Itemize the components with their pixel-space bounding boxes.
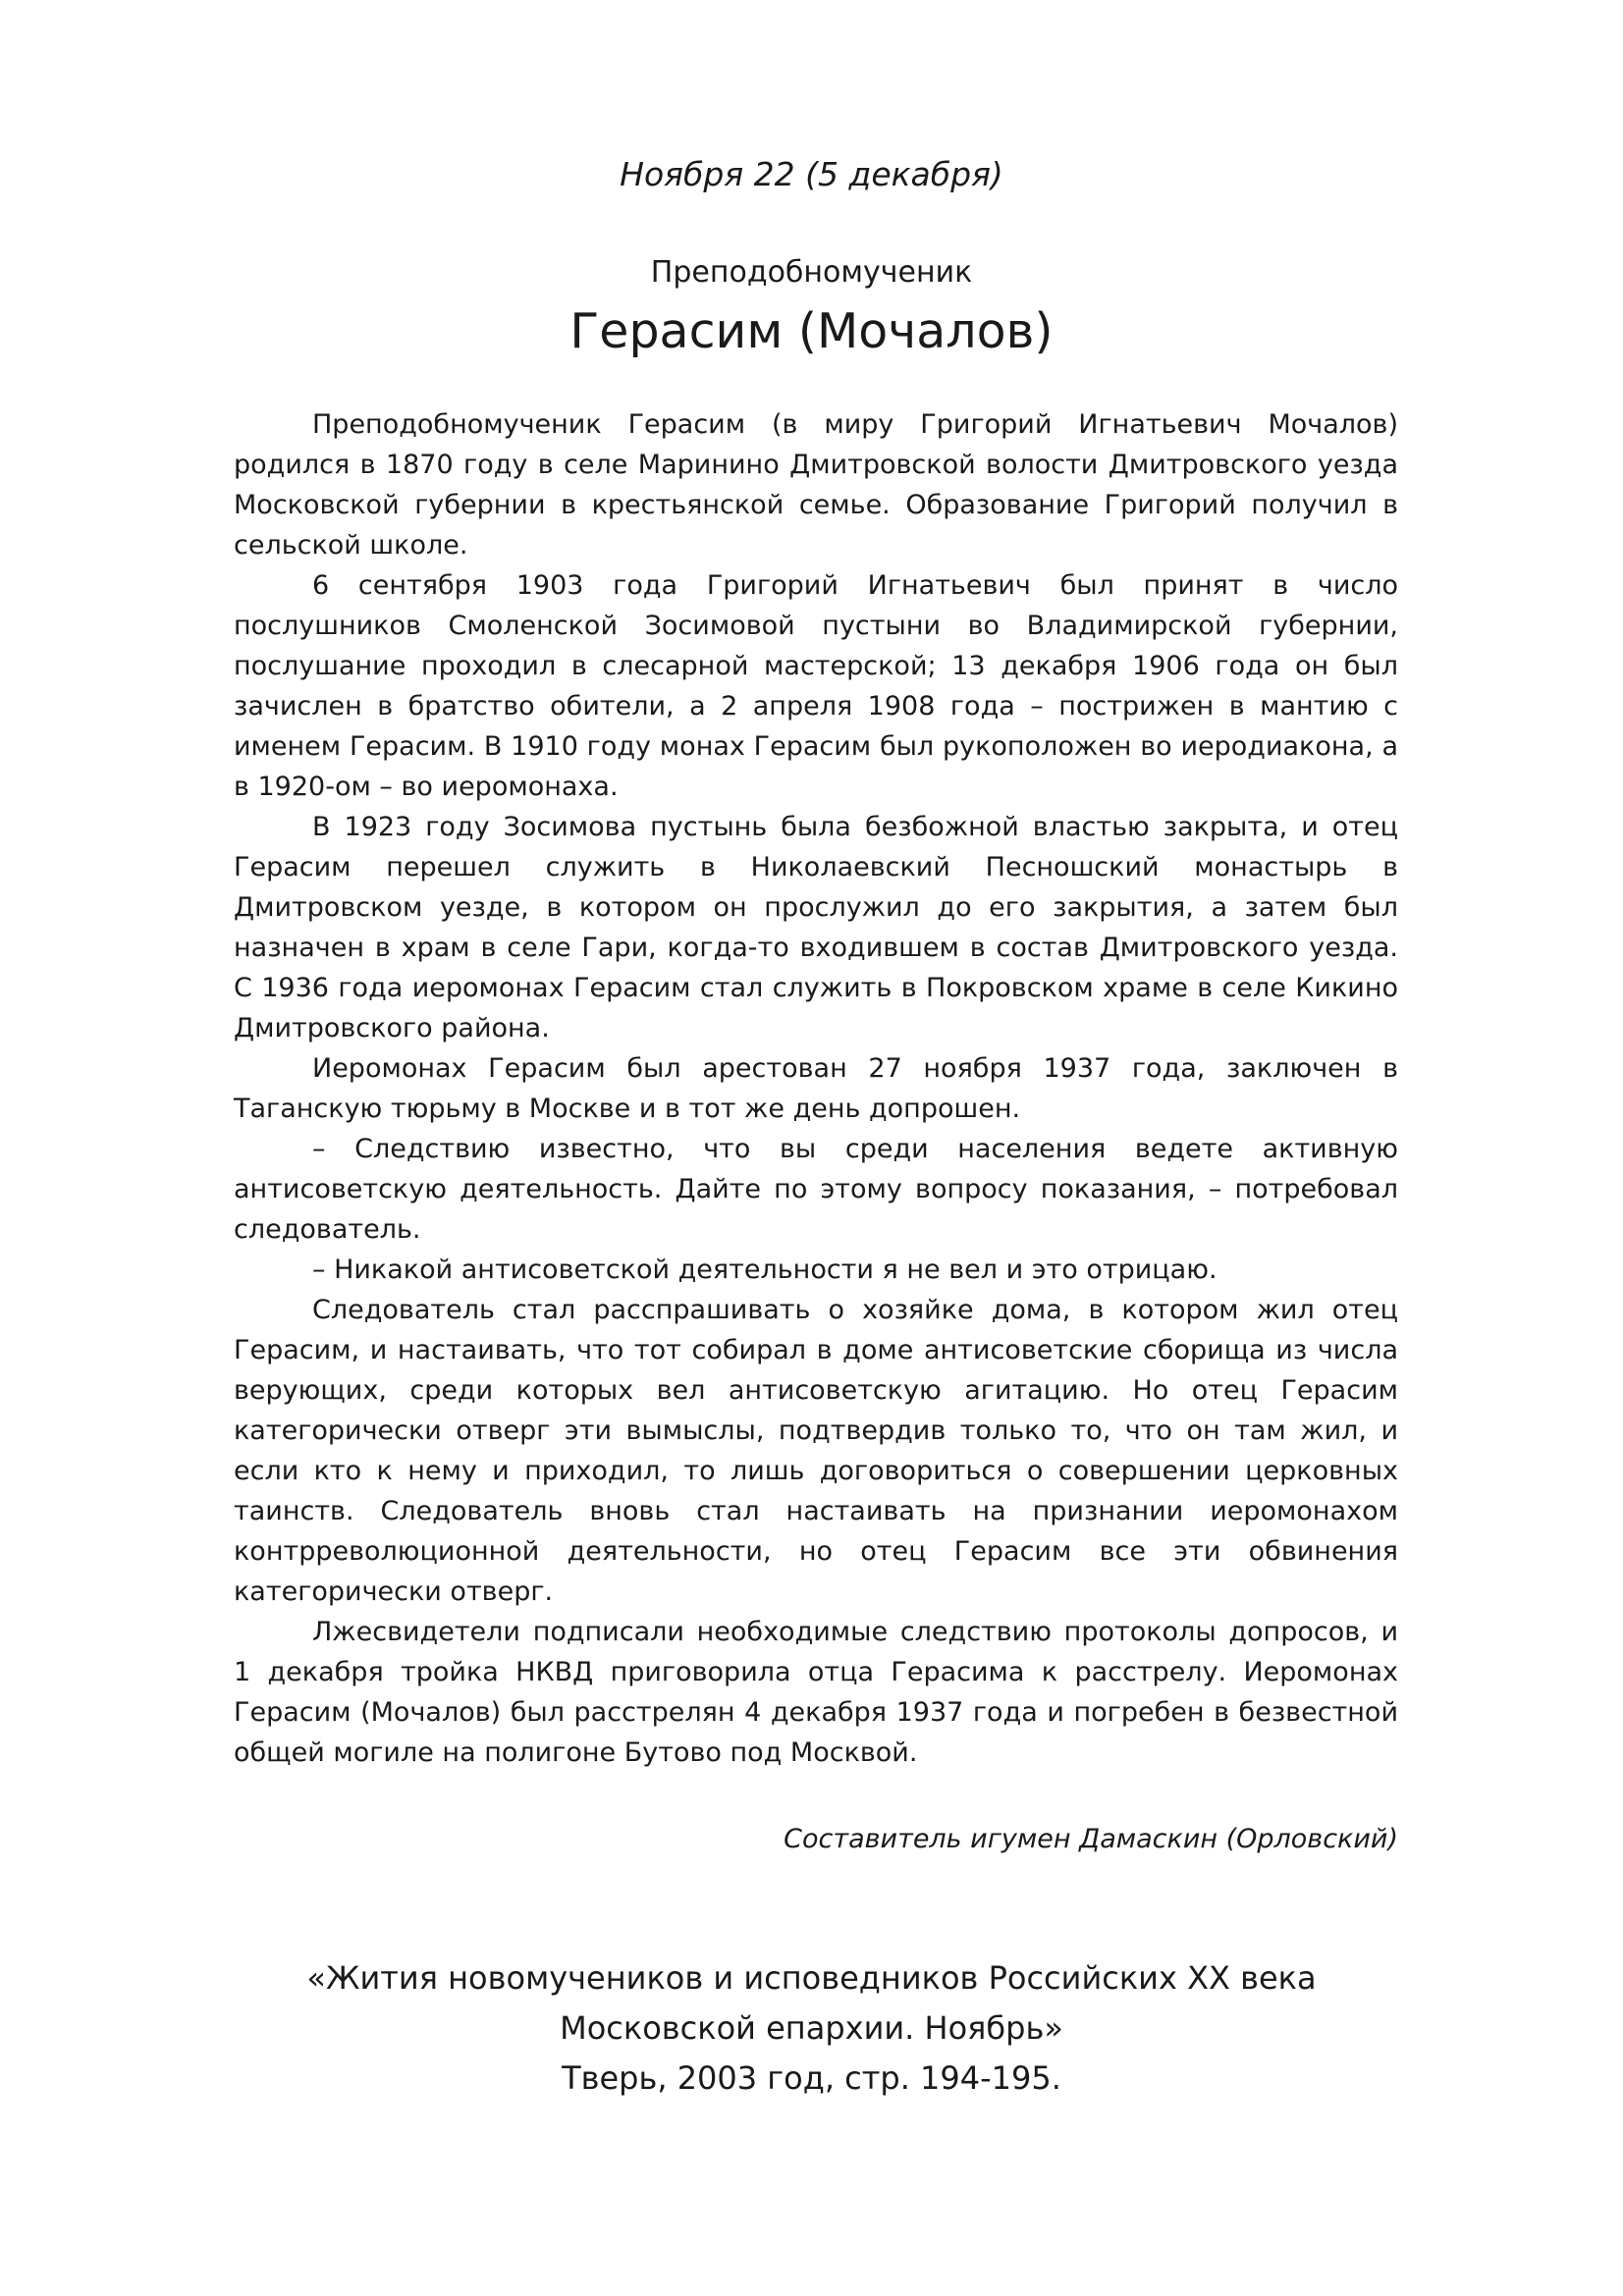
biography-text bbox=[234, 404, 1398, 1773]
source-line: Московской епархии. Ноябрь» bbox=[560, 2009, 1063, 2047]
source-citation bbox=[0, 1953, 1623, 2104]
paragraph: 6 сентября 1903 года Григорий Игнатьевич был принят в число послушников Смоленской Зосимовой пустыни во Владимирской губернии, послушание проходил в слесарной мастерской; 13 декабря 1906 года он был зачислен в братство обители, а 2 апреля 1908 года – пострижен в мантию с именем Герасим. В 1910 году монах Герасим был рукоположен во иеродиакона, а в 1920-ом – во иеромонаха. bbox=[234, 570, 1398, 802]
saint-name-title: Герасим (Мочалов) bbox=[569, 303, 1054, 359]
source-line: «Жития новомучеников и исповедников Российских ХХ века bbox=[306, 1959, 1317, 1997]
source-line: Тверь, 2003 год, стр. 194-195. bbox=[562, 2059, 1061, 2097]
paragraph: Преподобномученик Герасим (в миру Григорий Игнатьевич Мочалов) родился в 1870 году в селе Маринино Дмитровской волости Дмитровского уезда Московской губернии в крестьянской семье. Образование Григорий получил в сельской школе. bbox=[234, 409, 1398, 561]
compiler-signature: Составитель игумен Дамаскин (Орловский) bbox=[784, 1824, 1398, 1854]
paragraph: В 1923 году Зосимова пустынь была безбожной властью закрыта, и отец Герасим перешел служить в Николаевский Песношский монастырь в Дмитровском уезде, в котором он прослужил до его закрытия, а затем был назначен в храм в селе Гари, когда-то входившем в состав Дмитровского уезда. С 1936 года иеромонах Герасим стал служить в Покровском храме в селе Кикино Дмитровского района. bbox=[234, 812, 1398, 1043]
paragraph: Следователь стал расспрашивать о хозяйке дома, в котором жил отец Герасим, и настаивать, что тот собирал в доме антисоветские сборища из числа верующих, среди которых вел антисоветскую агитацию. Но отец Герасим категорически отверг эти вымыслы, подтвердив только то, что он там жил, и если кто к нему и приходил, то лишь договориться о совершении церковных таинств. Следователь вновь стал настаивать на признании иеромонахом контрреволюционной деятельности, но отец Герасим все эти обвинения категорически отверг. bbox=[234, 1295, 1398, 1607]
paragraph: Иеромонах Герасим был арестован 27 ноября 1937 года, заключен в Таганскую тюрьму в Москве и в тот же день допрошен. bbox=[234, 1053, 1398, 1124]
paragraph: – Никакой антисоветской деятельности я не вел и это отрицаю. bbox=[312, 1255, 1217, 1285]
paragraph: Лжесвидетели подписали необходимые следствию протоколы допросов, и 1 декабря тройка НКВД приговорила отца Герасима к расстрелу. Иеромонах Герасим (Мочалов) был расстрелян 4 декабря 1937 года и погребен в безвестной общей могиле на полигоне Бутово под Москвой. bbox=[234, 1617, 1398, 1768]
paragraph: – Следствию известно, что вы среди населения ведете активную антисоветскую деятельность. Дайте по этому вопросу показания, – потребовал следователь. bbox=[234, 1134, 1398, 1245]
feast-date: Ноября 22 (5 декабря) bbox=[620, 155, 1003, 193]
saint-rank: Преподобномученик bbox=[650, 255, 973, 290]
